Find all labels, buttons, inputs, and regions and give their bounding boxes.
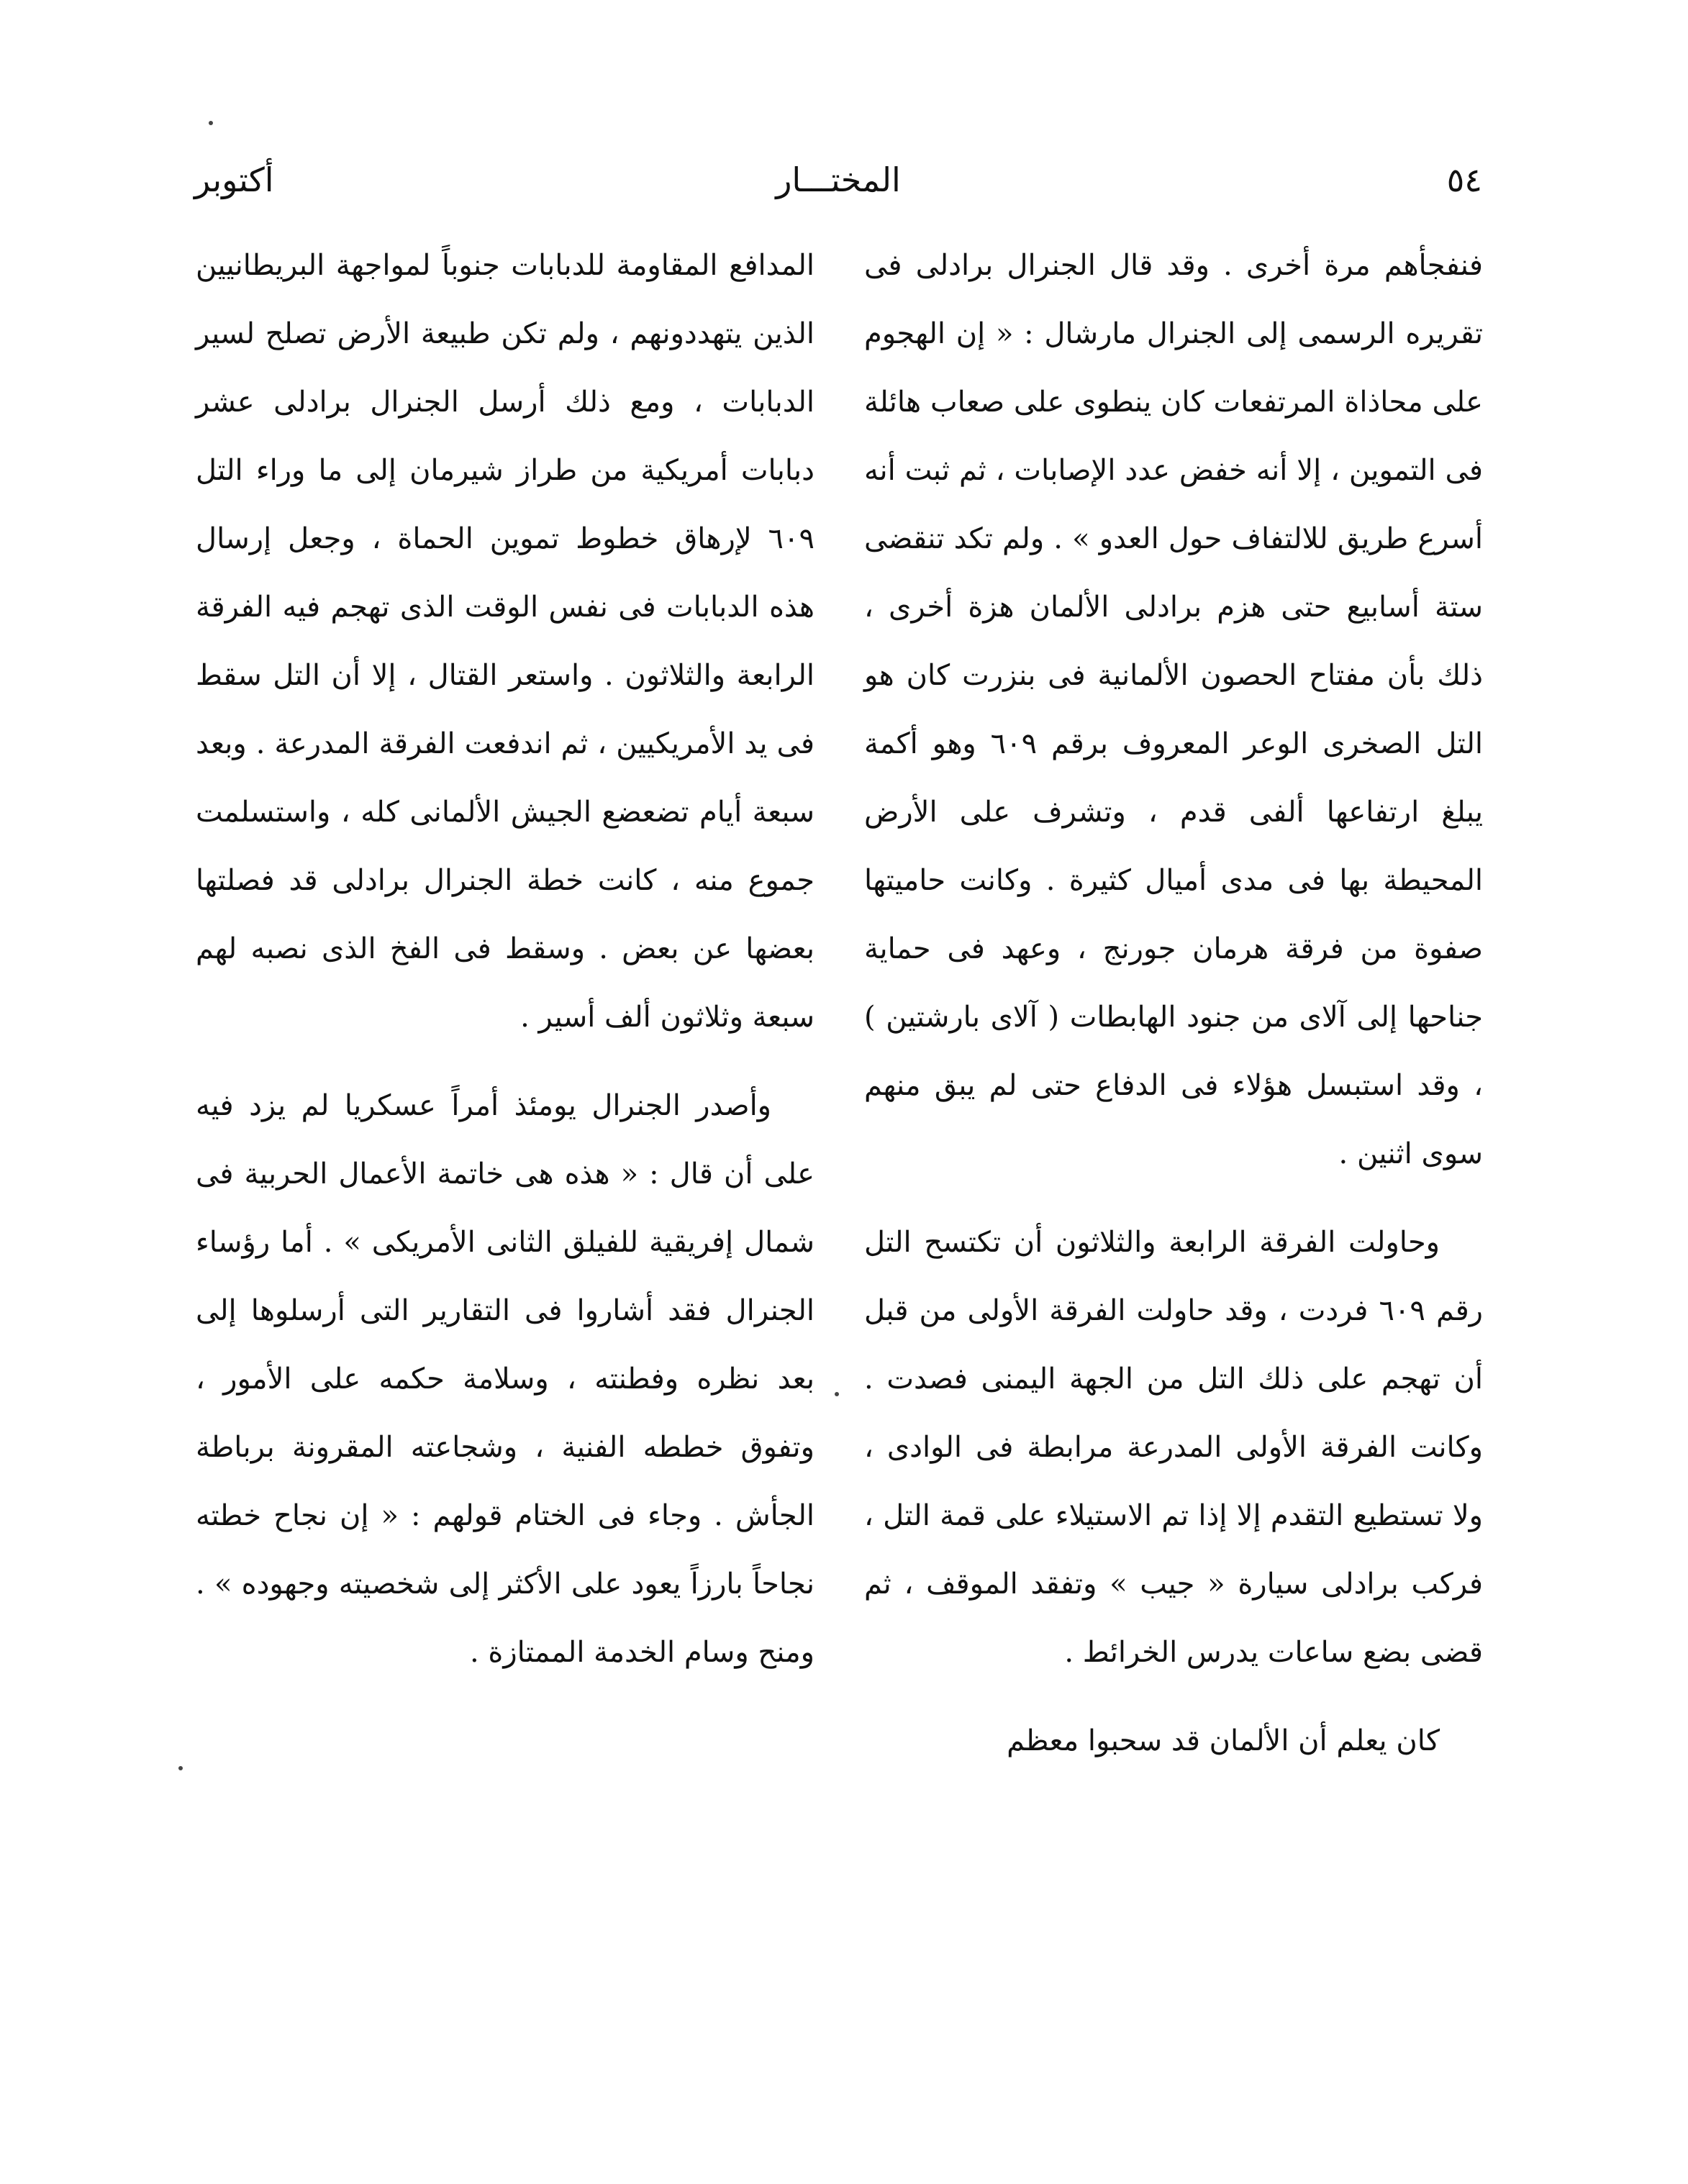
right-text-column xyxy=(864,232,1483,1775)
page-header xyxy=(194,147,1482,212)
running-title: المختـــار xyxy=(776,160,901,199)
scan-speck xyxy=(835,1392,839,1396)
paragraph: وحاولت الفرقة الرابعة والثلاثون أن تكتسح التل رقم ٦٠٩ فردت ، وقد حاولت الفرقة الأولى من قبل أن تهجم على ذلك التل من الجهة اليمنى فصدت . وكانت الفرقة الأولى المدرعة مرابطة فى الوادى ، ولا تستطيع التقدم إلا إذا تم الاستيلاء على قمة التل ، فركب برادلى سيارة « جيب » وتفقد الموقف ، ثم قضى بضع ساعات يدرس الخرائط . xyxy=(864,1226,1484,1669)
scan-speck xyxy=(209,121,213,125)
paragraph: فنفجأهم مرة أخرى . وقد قال الجنرال برادلى فى تقريره الرسمى إلى الجنرال مارشال : « إن الهجوم على محاذاة المرتفعات كان ينطوى على صعاب هائلة فى التموين ، إلا أنه خفض عدد الإصابات ، ثم ثبت أنه أسرع طريق للالتفاف حول العدو » . ولم تكد تنقضى ستة أسابيع حتى هزم برادلى الألمان هزة أخرى ، ذلك بأن مفتاح الحصون الألمانية فى بنزرت كان هو التل الصخرى الوعر المعروف برقم ٦٠٩ وهو أكمة يبلغ ارتفاعها ألفى قدم ، وتشرف على الأرض المحيطة بها فى مدى أميال كثيرة . وكانت حاميتها صفوة من فرقة هرمان جورنج ، وعهد فى حماية جناحها إلى آلاى من جنود الهابطات ( آلاى بارشتين ) ، وقد استبسل هؤلاء فى الدفاع حتى لم يبق منهم سوى اثنين . xyxy=(864,249,1483,1170)
scan-speck xyxy=(178,1766,183,1770)
paragraph: المدافع المقاومة للدبابات جنوباً لمواجهة البريطانيين الذين يتهددونهم ، ولم تكن طبيعة الأرض تصلح لسير الدبابات ، ومع ذلك أرسل الجنرال برادلى عشر دبابات أمريكية من طراز شيرمان إلى ما وراء التل ٦٠٩ لإرهاق خطوط تموين الحماة ، وجعل إرسال هذه الدبابات فى نفس الوقت الذى تهجم فيه الفرقة الرابعة والثلاثون . واستعر القتال ، إلا أن التل سقط فى يد الأمريكيين ، ثم اندفعت الفرقة المدرعة . وبعد سبعة أيام تضعضع الجيش الألمانى كله ، واستسلمت جموع منه ، كانت خطة الجنرال برادلى قد فصلتها بعضها عن بعض . وسقط فى الفخ الذى نصبه لهم سبعة وثلاثون ألف أسير . xyxy=(196,249,814,1034)
paragraph: كان يعلم أن الألمان قد سحبوا معظم xyxy=(1007,1724,1440,1757)
issue-month: أكتوبر xyxy=(194,160,274,199)
paragraph: وأصدر الجنرال يومئذ أمراً عسكريا لم يزد فيه على أن قال : « هذه هى خاتمة الأعمال الحربية فى شمال إفريقية للفيلق الثانى الأمريكى » . أما رؤساء الجنرال فقد أشاروا فى التقارير التى أرسلوها إلى بعد نظره وفطنته ، وسلامة حكمه على الأمور ، وتفوق خططه الفنية ، وشجاعته المقرونة برباطة الجأش . وجاء فى الختام قولهم : « إن نجاح خطته نجاحاً بارزاً يعود على الأكثر إلى شخصيته وجهوده » . ومنح وسام الخدمة الممتازة . xyxy=(196,1089,814,1669)
left-text-column xyxy=(196,232,814,1687)
page-number: ٥٤ xyxy=(1446,160,1482,199)
